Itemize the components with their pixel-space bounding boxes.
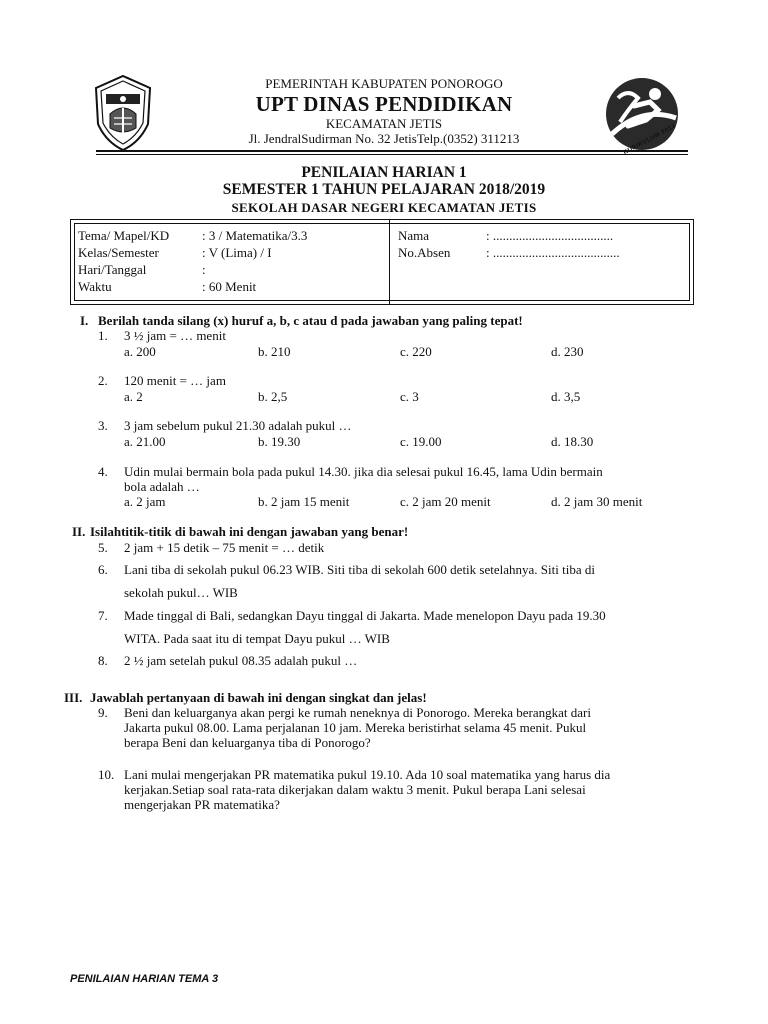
q6-number: 6. — [98, 562, 108, 577]
header-agency: UPT DINAS PENDIDIKAN — [255, 92, 513, 116]
q5-number: 5. — [98, 540, 108, 555]
section3-heading: Jawablah pertanyaan di bawah ini dengan singkat dan jelas! — [90, 690, 427, 705]
header-address: Jl. JendralSudirman No. 32 JetisTelp.(0352) 311213 — [248, 131, 520, 146]
section2-number: II. — [72, 524, 86, 539]
q10-text-line3: mengerjakan PR matematika? — [124, 797, 280, 812]
info-value-waktu: : 60 Menit — [202, 279, 257, 294]
q4-option-a: a. 2 jam — [124, 494, 166, 509]
q1-number: 1. — [98, 328, 108, 343]
q9-number: 9. — [98, 705, 108, 720]
q1-option-d: d. 230 — [551, 344, 584, 359]
q10-number: 10. — [98, 767, 115, 782]
q3-option-b: b. 19.30 — [258, 434, 301, 449]
info-label-hari: Hari/Tanggal — [78, 262, 147, 277]
q1-option-c: c. 220 — [400, 344, 432, 359]
q8-number: 8. — [98, 653, 108, 668]
q1-text: 3 ½ jam = … menit — [124, 328, 226, 343]
exam-title: PENILAIAN HARIAN 1 — [301, 164, 467, 181]
q10-text-line2: kerjakan.Setiap soal rata-rata dikerjakan dalam waktu 3 menit. Pukul berapa Lani selesai — [124, 782, 586, 797]
section1-number: I. — [80, 313, 89, 328]
info-value-absen: : ....................................... — [486, 245, 620, 260]
section1-heading: Berilah tanda silang (x) huruf a, b, c atau d pada jawaban yang paling tepat! — [98, 313, 523, 328]
info-label-waktu: Waktu — [78, 279, 112, 294]
q4-number: 4. — [98, 464, 108, 479]
info-label-kelas: Kelas/Semester — [78, 245, 159, 260]
info-value-tema: : 3 / Matematika/3.3 — [202, 228, 308, 243]
exam-school: SEKOLAH DASAR NEGERI KECAMATAN JETIS — [231, 200, 537, 215]
q10-text-line1: Lani mulai mengerjakan PR matematika pukul 19.10. Ada 10 soal matematika yang harus dia — [124, 767, 611, 782]
info-label-nama: Nama — [398, 228, 430, 243]
q3-number: 3. — [98, 418, 108, 433]
q9-text-line1: Beni dan keluarganya akan pergi ke rumah neneknya di Ponorogo. Mereka berangkat dari — [124, 705, 591, 720]
section2-heading: Isilahtitik-titik di bawah ini dengan jawaban yang benar! — [90, 524, 409, 539]
header-district: KECAMATAN JETIS — [325, 116, 443, 131]
q1-option-a: a. 200 — [124, 344, 156, 359]
q5-text: 2 jam + 15 detik – 75 menit = … detik — [124, 540, 325, 555]
header-rule-thick — [96, 150, 688, 152]
q2-option-c: c. 3 — [400, 389, 419, 404]
q6-text: Lani tiba di sekolah pukul 06.23 WIB. Siti tiba di sekolah 600 detik setelahnya. Siti tiba di — [124, 562, 595, 577]
header-government: PEMERINTAH KABUPATEN PONOROGO — [265, 76, 503, 91]
q8-text: 2 ½ jam setelah pukul 08.35 adalah pukul … — [124, 653, 358, 668]
q3-option-a: a. 21.00 — [124, 434, 166, 449]
q2-option-b: b. 2,5 — [258, 389, 288, 404]
q6-text-continued: sekolah pukul… WIB — [124, 585, 238, 600]
info-box-divider — [389, 220, 390, 304]
q2-number: 2. — [98, 373, 108, 388]
q4-text-continued: bola adalah … — [124, 479, 200, 494]
info-value-hari: : — [202, 262, 206, 277]
q3-option-d: d. 18.30 — [551, 434, 594, 449]
info-label-absen: No.Absen — [398, 245, 451, 260]
q7-text: Made tinggal di Bali, sedangkan Dayu tinggal di Jakarta. Made menelopon Dayu pada 19.30 — [124, 608, 606, 623]
info-value-kelas: : V (Lima) / I — [202, 245, 272, 260]
info-label-tema: Tema/ Mapel/KD — [78, 228, 170, 243]
q2-option-d: d. 3,5 — [551, 389, 581, 404]
q4-option-b: b. 2 jam 15 menit — [258, 494, 350, 509]
section3-number: III. — [64, 690, 83, 705]
q1-option-b: b. 210 — [258, 344, 291, 359]
q4-option-d: d. 2 jam 30 menit — [551, 494, 643, 509]
q7-number: 7. — [98, 608, 108, 623]
q9-text-line2: Jakarta pukul 08.00. Lama perjalanan 10 jam. Mereka beristirhat selama 45 menit. Pukul — [124, 720, 587, 735]
q2-option-a: a. 2 — [124, 389, 143, 404]
q3-option-c: c. 19.00 — [400, 434, 442, 449]
header-rule-thin — [96, 154, 688, 155]
q7-text-continued: WITA. Pada saat itu di tempat Dayu pukul … WIB — [124, 631, 390, 646]
q4-option-c: c. 2 jam 20 menit — [400, 494, 491, 509]
q3-text: 3 jam sebelum pukul 21.30 adalah pukul … — [124, 418, 352, 433]
badge-text: KURIKULUM 2013 — [622, 123, 678, 157]
q2-text: 120 menit = … jam — [124, 373, 226, 388]
exam-semester: SEMESTER 1 TAHUN PELAJARAN 2018/2019 — [222, 181, 546, 198]
info-value-nama: : ..................................... — [486, 228, 614, 243]
q4-text: Udin mulai bermain bola pada pukul 14.30. jika dia selesai pukul 16.45, lama Udin bermain — [124, 464, 603, 479]
page-footer: PENILAIAN HARIAN TEMA 3 — [70, 973, 219, 985]
q9-text-line3: berapa Beni dan keluarganya tiba di Ponorogo? — [124, 735, 371, 750]
